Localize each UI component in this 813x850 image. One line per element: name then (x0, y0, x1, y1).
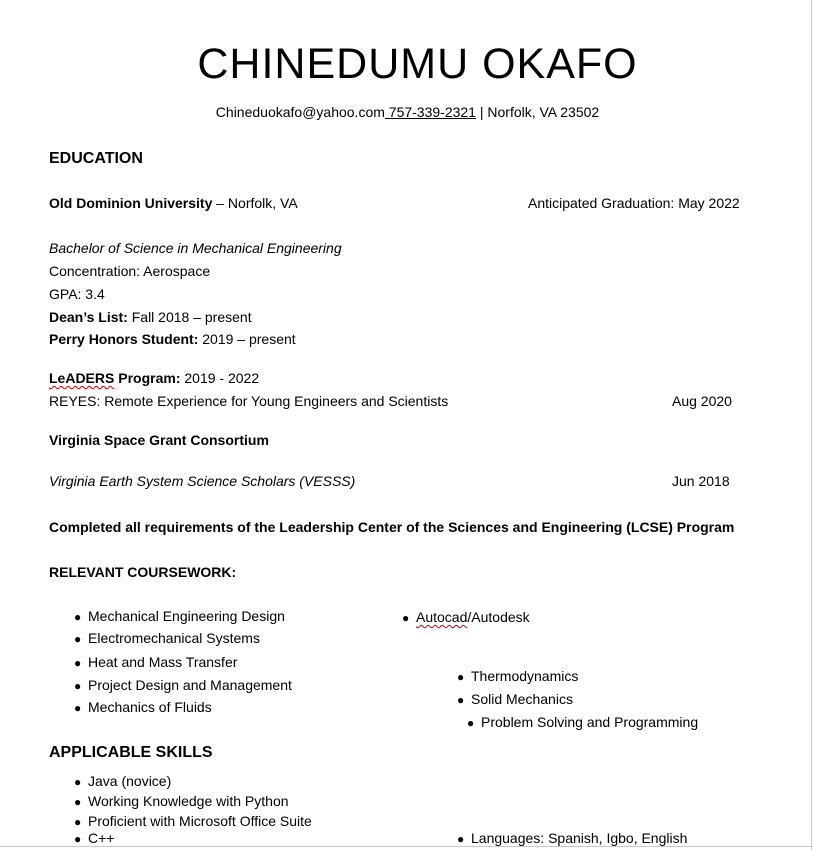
list-item: ● Project Design and Management (74, 677, 292, 693)
contact-line (0, 104, 813, 120)
concentration-text: Concentration: Aerospace (49, 263, 211, 279)
list-item: ● Heat and Mass Transfer (74, 654, 238, 670)
deans-list-label: Dean’s List: (49, 309, 128, 325)
candidate-name: CHINEDUMU OKAFO (197, 40, 638, 88)
list-item: ● Thermodynamics (457, 668, 579, 684)
reyes-text: REYES: Remote Experience for Young Engineers and Scientists (49, 393, 449, 409)
education-heading: EDUCATION (49, 150, 143, 167)
leaders-value: 2019 - 2022 (180, 370, 260, 386)
leaders-word: LeADERS (49, 370, 115, 386)
bullet-icon: ● (467, 716, 475, 730)
school-name: Old Dominion University (49, 195, 213, 211)
bullet-icon: ● (457, 832, 465, 846)
vesss-date: Jun 2018 (672, 473, 730, 489)
bullet-icon: ● (457, 693, 465, 707)
list-item: ● C++ (74, 830, 115, 846)
leaders-line (49, 370, 259, 386)
bullet-icon: ● (74, 632, 82, 646)
bullet-icon: ● (74, 832, 82, 846)
list-item: ● Problem Solving and Programming (467, 714, 699, 730)
reyes-date: Aug 2020 (672, 393, 732, 409)
page-edge (0, 846, 813, 847)
bullet-icon: ● (74, 795, 82, 809)
deans-list-value: Fall 2018 – present (127, 309, 252, 325)
list-item: ● Working Knowledge with Python (74, 793, 289, 809)
vsgc-text: Virginia Space Grant Consortium (49, 432, 269, 448)
graduation-date: Anticipated Graduation: May 2022 (528, 195, 740, 211)
list-item: ● Proficient with Microsoft Office Suite (74, 813, 312, 829)
school-line (49, 195, 298, 211)
coursework-heading: RELEVANT COURSEWORK: (49, 564, 237, 580)
phone-text: 757-339-2321 (384, 104, 476, 120)
honors-value: 2019 – present (198, 331, 296, 347)
skills-heading: APPLICABLE SKILLS (49, 744, 213, 761)
list-item: ● Java (novice) (74, 773, 172, 789)
deans-list-line (49, 309, 252, 325)
bullet-icon: ● (74, 679, 82, 693)
bullet-icon: ● (74, 701, 82, 715)
list-item: ● Autocad/Autodesk (402, 609, 530, 625)
honors-line (49, 331, 296, 347)
page-edge (811, 0, 812, 850)
bullet-icon: ● (402, 611, 410, 625)
degree-title: Bachelor of Science in Mechanical Engineering (49, 240, 342, 256)
bullet-icon: ● (457, 670, 465, 684)
bullet-icon: ● (74, 815, 82, 829)
email-text[interactable]: Chineduokafo@yahoo.com (215, 104, 385, 120)
leaders-label: Program: (114, 370, 181, 386)
lcse-text: Completed all requirements of the Leadership Center of the Sciences and Engineering (LCSE) Program (49, 519, 735, 535)
list-item: ● Mechanical Engineering Design (74, 608, 285, 624)
school-location: – Norfolk, VA (212, 195, 298, 211)
list-item: ● Solid Mechanics (457, 691, 573, 707)
vesss-text: Virginia Earth System Science Scholars (VESSS) (49, 473, 356, 489)
bullet-icon: ● (74, 775, 82, 789)
honors-label: Perry Honors Student: (49, 331, 199, 347)
list-item: ● Electromechanical Systems (74, 630, 260, 646)
bullet-icon: ● (74, 656, 82, 670)
location-text: | Norfolk, VA 23502 (475, 104, 600, 120)
list-item: ● Mechanics of Fluids (74, 699, 212, 715)
bullet-icon: ● (74, 610, 82, 624)
list-item: ● Languages: Spanish, Igbo, English (457, 830, 688, 846)
autocad-word: Autocad (416, 609, 468, 625)
gpa-text: GPA: 3.4 (49, 286, 105, 302)
